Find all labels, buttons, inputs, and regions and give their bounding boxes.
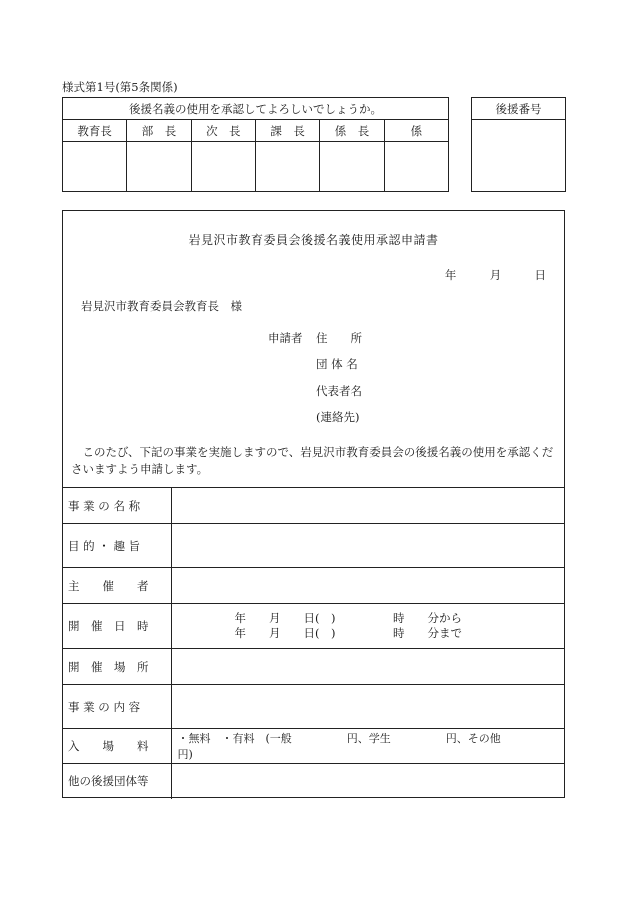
address-label: 住 所 xyxy=(316,331,362,345)
other-supporters-label: 他の後援団体等 xyxy=(62,764,171,799)
role-deputy-head: 次 長 xyxy=(191,120,255,142)
date-line[interactable] xyxy=(445,267,546,283)
seal-box-section-head[interactable] xyxy=(255,142,319,192)
approval-table xyxy=(62,97,449,192)
role-department-head: 部 長 xyxy=(127,120,191,142)
admission-label: 入 場 料 xyxy=(62,729,171,764)
document-title: 岩見沢市教育委員会後援名義使用承認申請書 xyxy=(188,233,439,247)
seal-box-chief[interactable] xyxy=(320,142,384,192)
seal-box-department-head[interactable] xyxy=(127,142,191,192)
admission-options: ・無料 ・有料 (一般 円、学生 円、その他 円) xyxy=(177,732,556,761)
addressee: 岩見沢市教育委員会教育長 様 xyxy=(81,299,242,313)
datetime-end: 年 月 日( ) 時 分まで xyxy=(234,626,462,640)
role-section-head: 課 長 xyxy=(255,120,319,142)
date-day: 日 xyxy=(534,268,546,282)
content-field[interactable] xyxy=(171,685,565,729)
seal-box-staff[interactable] xyxy=(384,142,448,192)
application-form xyxy=(62,210,565,798)
date-month: 月 xyxy=(489,268,502,282)
project-name-label: 事 業 の 名 称 xyxy=(62,488,171,524)
content-label: 事 業 の 内 容 xyxy=(62,685,171,729)
venue-label: 開 催 場 所 xyxy=(62,649,171,685)
purpose-field[interactable] xyxy=(171,524,565,568)
datetime-field[interactable] xyxy=(171,604,565,649)
venue-field[interactable] xyxy=(171,649,565,685)
seal-box-superintendent[interactable] xyxy=(63,142,127,192)
organizer-label: 主 催 者 xyxy=(62,568,171,604)
support-number-field[interactable] xyxy=(472,120,566,192)
role-superintendent: 教育長 xyxy=(63,120,127,142)
group-name-label: 団 体 名 xyxy=(316,357,358,371)
support-number-table xyxy=(471,97,566,192)
request-text: このたび、下記の事業を実施しますので、岩見沢市教育委員会の後援名義の使用を承認くださいますよう申請します。 xyxy=(71,445,554,476)
datetime-start: 年 月 日( ) 時 分から xyxy=(234,611,462,625)
date-year: 年 xyxy=(444,268,457,282)
support-number-label: 後援番号 xyxy=(472,98,566,120)
role-chief: 係 長 xyxy=(320,120,384,142)
purpose-label: 目 的 ・ 趣 旨 xyxy=(62,524,171,568)
project-name-field[interactable] xyxy=(171,488,565,524)
admission-field[interactable] xyxy=(171,729,565,764)
organizer-field[interactable] xyxy=(171,568,565,604)
role-staff: 係 xyxy=(384,120,448,142)
datetime-label: 開 催 日 時 xyxy=(62,604,171,649)
seal-box-deputy-head[interactable] xyxy=(191,142,255,192)
form-number: 様式第1号(第5条関係) xyxy=(62,80,178,94)
approval-question: 後援名義の使用を承認してよろしいでしょうか。 xyxy=(63,98,449,120)
details-table xyxy=(62,487,565,799)
other-supporters-field[interactable] xyxy=(171,764,565,799)
representative-label: 代表者名 xyxy=(316,384,362,398)
applicant-label: 申請者 xyxy=(268,331,303,345)
contact-label: (連絡先) xyxy=(316,410,360,424)
